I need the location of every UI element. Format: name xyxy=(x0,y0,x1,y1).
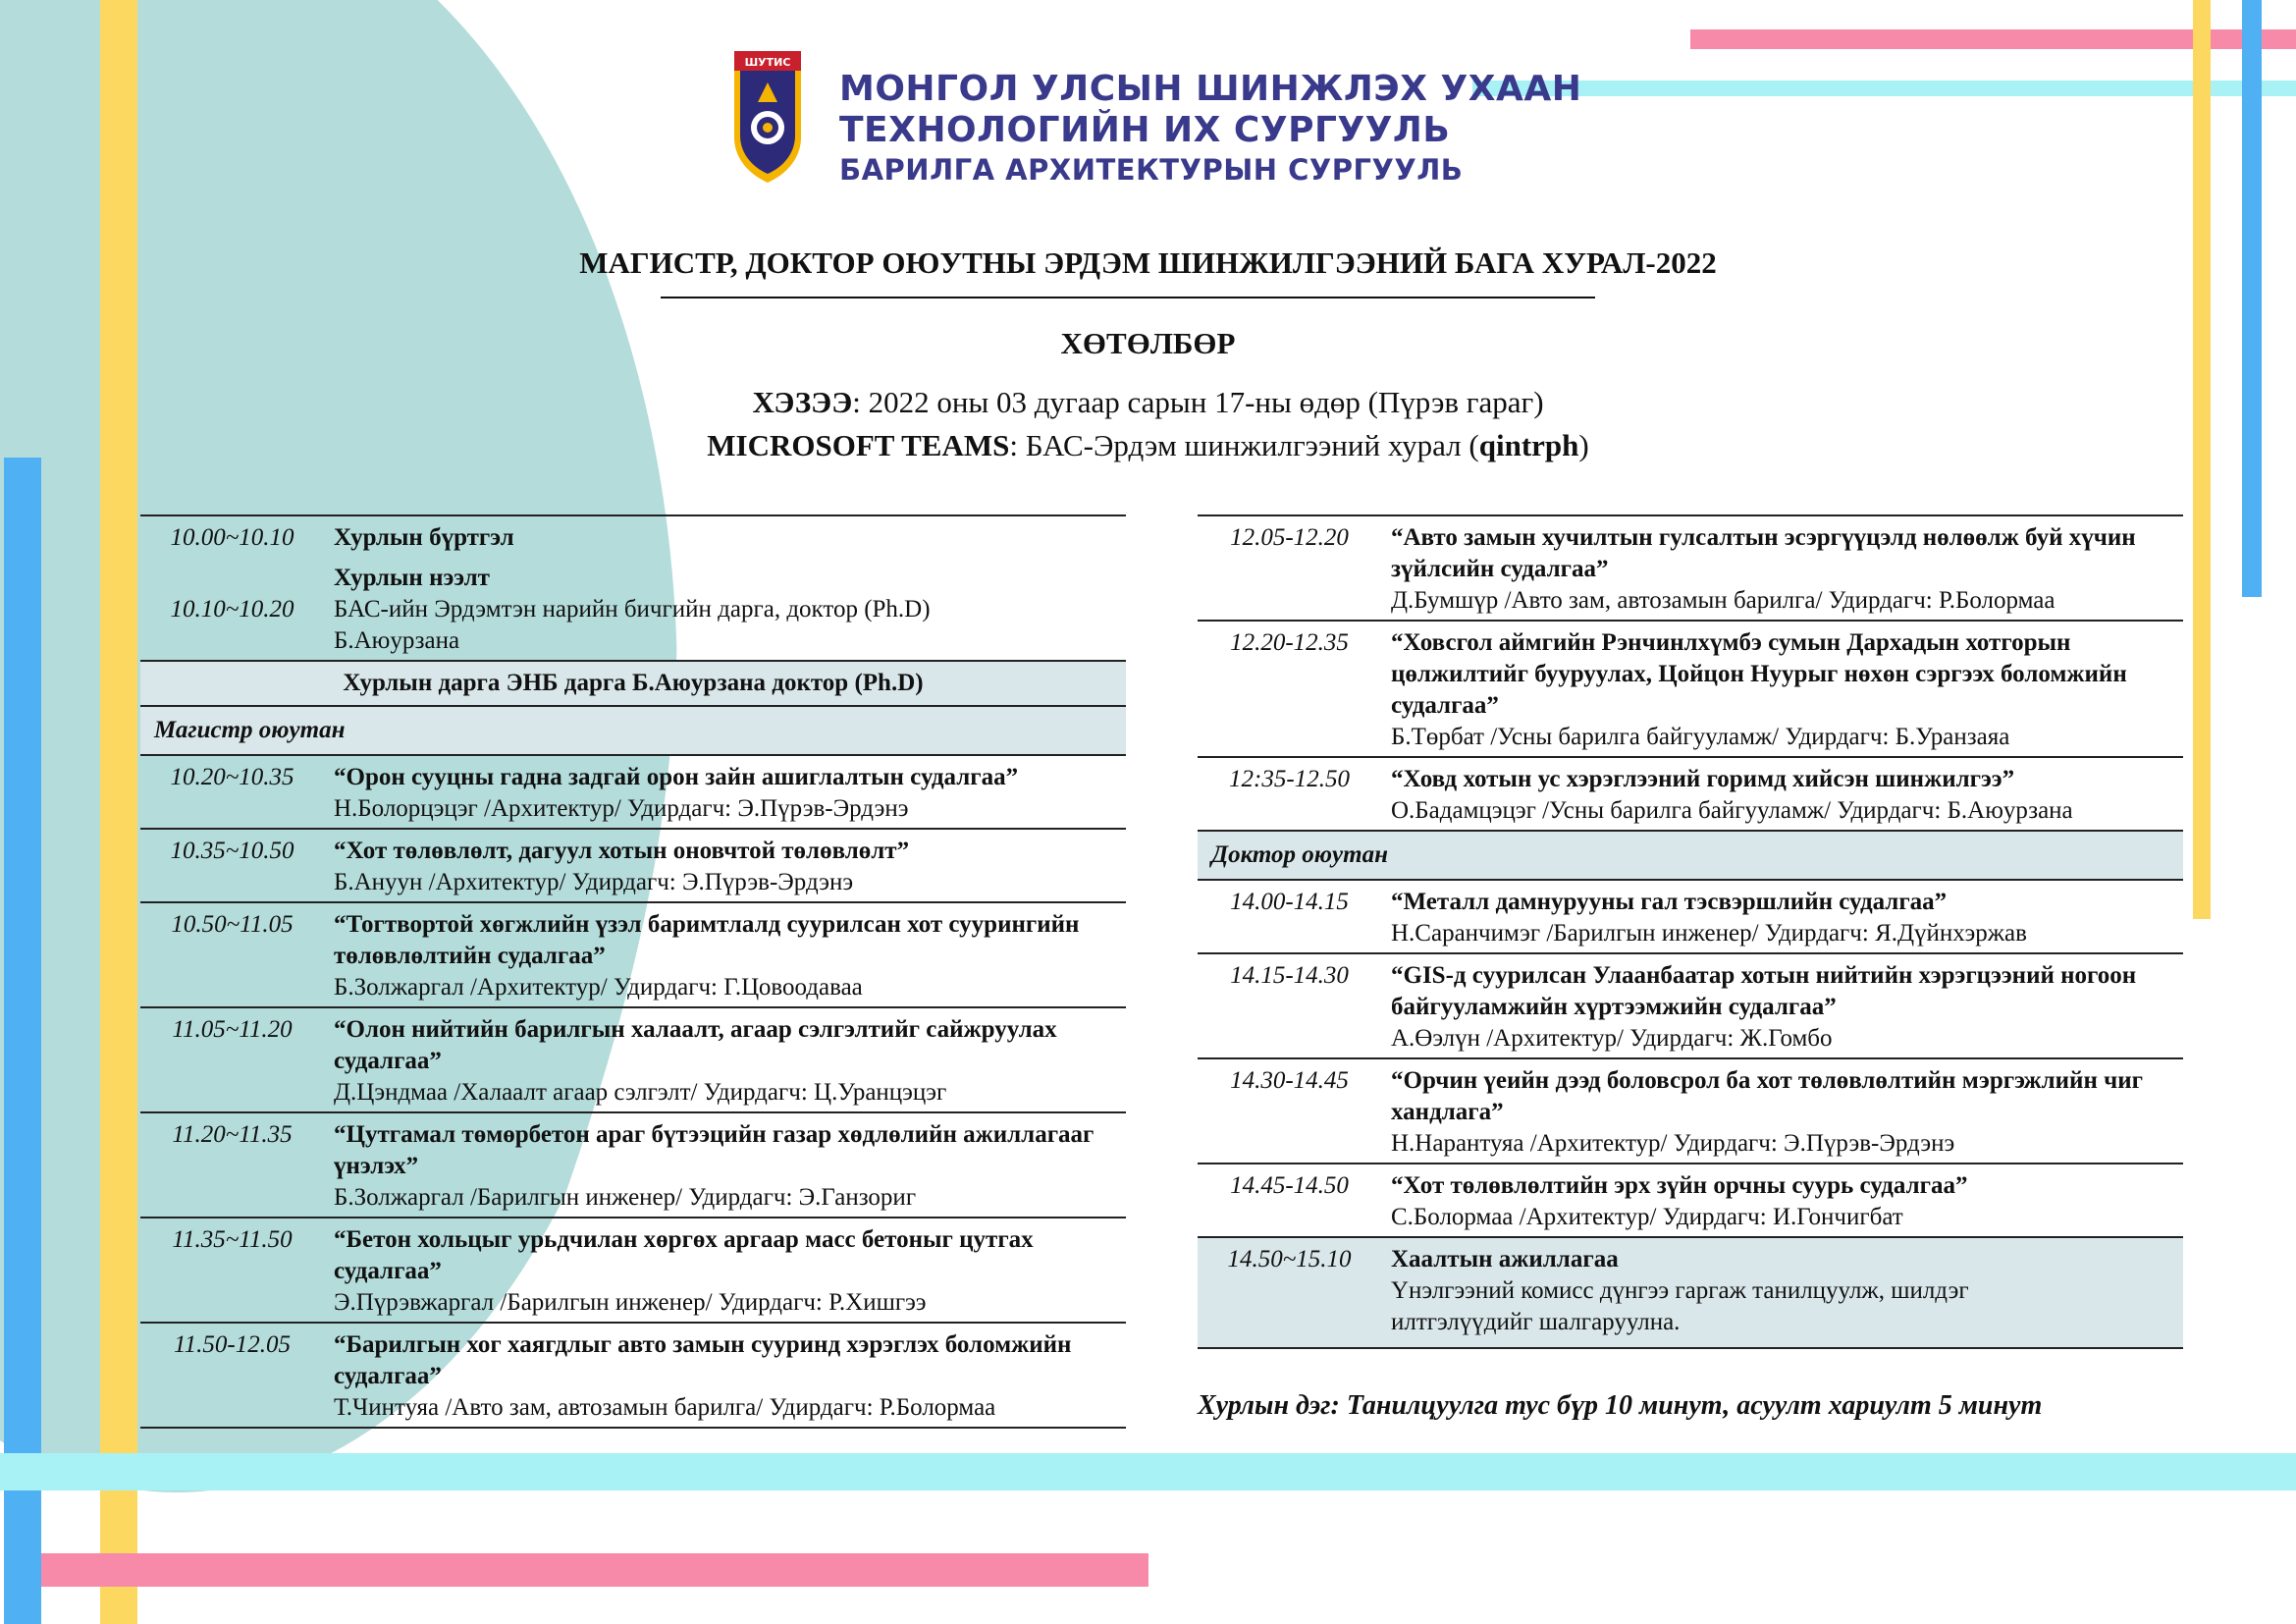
closing-line-2: илтгэлүүдийг шалгаруулна. xyxy=(1391,1309,1681,1335)
topic-title: “Тогтвортой хөгжлийн үзэл баримтлалд суурилсан хот суурингийн төлөвлөлтийн судалгаа” xyxy=(334,911,1080,969)
topic-title: “Барилгын хог хаягдлыг авто замын сууринд хэрэглэх боломжийн судалгаа” xyxy=(334,1331,1072,1389)
presenter-line: Д.Бумшүр /Авто зам, автозамын барилга/ Удирдагч: Р.Болормаа xyxy=(1391,587,2056,614)
time-cell: 10.50~11.05 xyxy=(171,911,294,938)
time-cell: 11.05~11.20 xyxy=(172,1016,293,1043)
opening-line-2: Б.Аюурзана xyxy=(334,627,460,654)
schedule-row xyxy=(140,828,1126,901)
topic-title: “Хот төлөвлөлтийн эрх зүйн орчны суурь судалгаа” xyxy=(1391,1172,1968,1199)
schedule-row xyxy=(140,754,1126,828)
time-cell: 14.30-14.45 xyxy=(1230,1067,1349,1094)
section-header-doctoral: Доктор оюутан xyxy=(1198,830,2183,879)
topic-title: “Цутгамал төмөрбетон араг бүтээцийн газар хөдлөлийн ажиллагааг үнэлэх” xyxy=(334,1121,1095,1179)
topic-title: “Ховсгол аймгийн Рэнчинлхүмбэ сумын Дархадын хотгорын цөлжилтийг бууруулах, Цойцон Нуурыг нөхөн сэргээх боломжийн судалгаа” xyxy=(1391,629,2127,719)
time-cell: 12.20-12.35 xyxy=(1230,629,1349,656)
topic-title: “GIS-д суурилсан Улаанбаатар хотын нийтийн хэрэгцээний ногоон байгууламжийн хүртээмжийн судалгаа” xyxy=(1391,962,2137,1020)
schedule-row xyxy=(1198,879,2183,952)
teams-code: qintrph xyxy=(1478,428,1579,462)
topic-title: “Авто замын хучилтын гулсалтын эсэргүүцэлд нөлөөлж буй хүчин зүйлсийн судалгаа” xyxy=(1391,524,2136,582)
time-cell: 14.50~15.10 xyxy=(1227,1246,1352,1272)
decor-bar-blue-right xyxy=(2242,0,2262,597)
schedule-row xyxy=(140,1322,1126,1427)
topic-title: Хурлын бүртгэл xyxy=(334,524,514,551)
time-cell: 10.20~10.35 xyxy=(170,764,294,790)
topic-title: Хаалтын ажиллагаа xyxy=(1391,1246,1619,1272)
presenter-line: Д.Цэндмаа /Халаалт агаар сэлгэлт/ Удирдагч: Ц.Уранцэцэг xyxy=(334,1079,947,1106)
registration-row xyxy=(140,514,1126,557)
schedule-row xyxy=(1198,756,2183,830)
title-divider xyxy=(661,297,1595,298)
schedule-row xyxy=(1198,514,2183,620)
decor-bar-cyan-bottom xyxy=(0,1453,2296,1490)
time-cell: 14.45-14.50 xyxy=(1230,1172,1349,1199)
topic-title: “Ховд хотын ус хэрэглээний горимд хийсэн шинжилгээ” xyxy=(1391,766,2015,792)
time-cell: 12.05-12.20 xyxy=(1230,524,1349,551)
schedule-row xyxy=(1198,1163,2183,1236)
institution-name xyxy=(839,69,1581,189)
schedule-row xyxy=(140,1006,1126,1111)
date-line xyxy=(0,385,2296,420)
presenter-line: Н.Нарантуяа /Архитектур/ Удирдагч: Э.Пүрэв-Эрдэнэ xyxy=(1391,1130,1955,1157)
university-logo-icon xyxy=(730,47,805,185)
decor-bar-pink-bottom xyxy=(41,1553,1148,1587)
presenter-line: Б.Ануун /Архитектур/ Удирдагч: Э.Пүрэв-Эрдэнэ xyxy=(334,869,854,895)
topic-title: “Бетон хольцыг урьдчилан хөргөх аргаар масс бетоныг цутгах судалгаа” xyxy=(334,1226,1034,1284)
closing-row xyxy=(1198,1236,2183,1347)
program-title: ХӨТӨЛБӨР xyxy=(1060,326,1236,360)
schedule-table-left xyxy=(140,514,1126,1429)
schedule-row xyxy=(1198,1057,2183,1163)
institution-line-1: МОНГОЛ УЛСЫН ШИНЖЛЭХ УХААН xyxy=(839,69,1582,109)
schedule-row xyxy=(140,1217,1126,1322)
presenter-line: С.Болормаа /Архитектур/ Удирдагч: И.Гончигбат xyxy=(1391,1204,1903,1230)
time-cell: 14.00-14.15 xyxy=(1230,889,1349,915)
opening-line-1: БАС-ийн Эрдэмтэн нарийн бичгийн дарга, доктор (Ph.D) xyxy=(334,596,931,623)
time-cell: 14.15-14.30 xyxy=(1230,962,1349,989)
presenter-line: Н.Болорцэцэг /Архитектур/ Удирдагч: Э.Пүрэв-Эрдэнэ xyxy=(334,795,909,822)
presenter-line: Б.Золжаргал /Архитектур/ Удирдагч: Г.Цовоодаваа xyxy=(334,974,863,1001)
time-cell: 10.10~10.20 xyxy=(170,596,294,623)
presenter-line: Б.Төрбат /Усны барилга байгууламж/ Удирдагч: Б.Уранзаяа xyxy=(1391,724,2010,750)
schedule-row xyxy=(1198,952,2183,1057)
teams-text-pre: : БАС-Эрдэм шинжилгээний хурал ( xyxy=(1009,428,1479,462)
time-cell: 11.35~11.50 xyxy=(172,1226,293,1253)
topic-title: “Олон нийтийн барилгын халаалт, агаар сэлгэлтийг сайжруулах судалгаа” xyxy=(334,1016,1057,1074)
time-cell: 10.00~10.10 xyxy=(170,524,294,551)
decor-bar-blue-left xyxy=(4,458,41,1624)
time-cell: 10.35~10.50 xyxy=(170,838,294,864)
date-label: ХЭЗЭЭ xyxy=(752,385,853,419)
date-text: : 2022 оны 03 дугаар сарын 17-ны өдөр (Пүрэв гараг) xyxy=(852,385,1544,419)
schedule-row xyxy=(1198,620,2183,756)
time-cell: 12:35-12.50 xyxy=(1229,766,1350,792)
section-header-masters: Магистр оюутан xyxy=(140,705,1126,754)
schedule-table-right xyxy=(1198,514,2183,1349)
logo-text: ШУТИС xyxy=(744,56,791,69)
meeting-rules-note: Хурлын дэг: Танилцуулга тус бүр 10 минут, асуулт хариулт 5 минут xyxy=(1198,1390,2043,1421)
presenter-line: А.Өэлүн /Архитектур/ Удирдагч: Ж.Гомбо xyxy=(1391,1025,1833,1052)
closing-line-1: Үнэлгээний комисс дүнгээ гаргаж танилцуулж, шилдэг xyxy=(1391,1277,1969,1304)
topic-title: “Орон сууцны гадна задгай орон зайн ашиглалтын судалгаа” xyxy=(334,764,1019,790)
presenter-line: Т.Чинтуяа /Авто зам, автозамын барилга/ Удирдагч: Р.Болормаа xyxy=(334,1394,996,1421)
topic-title: “Металл дамнурууны гал тэсвэршлийн судалгаа” xyxy=(1391,889,1948,915)
schedule-row xyxy=(140,901,1126,1006)
conference-title: МАГИСТР, ДОКТОР ОЮУТНЫ ЭРДЭМ ШИНЖИЛГЭЭНИЙ БАГА ХУРАЛ-2022 xyxy=(579,245,1717,280)
teams-label: MICROSOFT TEAMS xyxy=(707,428,1010,462)
presenter-line: Н.Саранчимэг /Барилгын инженер/ Удирдагч: Я.Дүйнхэржав xyxy=(1391,920,2027,947)
institution-line-2: ТЕХНОЛОГИЙН ИХ СУРГУУЛЬ xyxy=(839,110,1451,150)
decor-bar-cyan-top xyxy=(1472,81,2296,96)
topic-title: “Орчин үеийн дээд боловсрол ба хот төлөвлөлтийн мэргэжлийн чиг хандлага” xyxy=(1391,1067,2143,1125)
decor-bar-yellow-left xyxy=(100,0,137,1624)
time-cell: 11.20~11.35 xyxy=(172,1121,293,1148)
chair-row: Хурлын дарга ЭНБ дарга Б.Аюурзана доктор (Ph.D) xyxy=(140,660,1126,705)
presenter-line: О.Бадамцэцэг /Усны барилга байгууламж/ Удирдагч: Б.Аюурзана xyxy=(1391,797,2073,824)
institution-line-3: БАРИЛГА АРХИТЕКТУРЫН СУРГУУЛЬ xyxy=(839,153,1464,187)
schedule-row xyxy=(140,1111,1126,1217)
time-cell: 11.50-12.05 xyxy=(174,1331,291,1358)
topic-title: “Хот төлөвлөлт, дагуул хотын оновчтой төлөвлөлт” xyxy=(334,838,910,864)
opening-row xyxy=(140,557,1126,660)
teams-line xyxy=(0,428,2296,463)
presenter-line: Э.Пүрэвжаргал /Барилгын инженер/ Удирдагч: Р.Хишгээ xyxy=(334,1289,927,1316)
topic-title: Хурлын нээлт xyxy=(334,565,490,591)
teams-text-post: ) xyxy=(1578,428,1589,462)
presenter-line: Б.Золжаргал /Барилгын инженер/ Удирдагч: Э.Ганзориг xyxy=(334,1184,917,1211)
